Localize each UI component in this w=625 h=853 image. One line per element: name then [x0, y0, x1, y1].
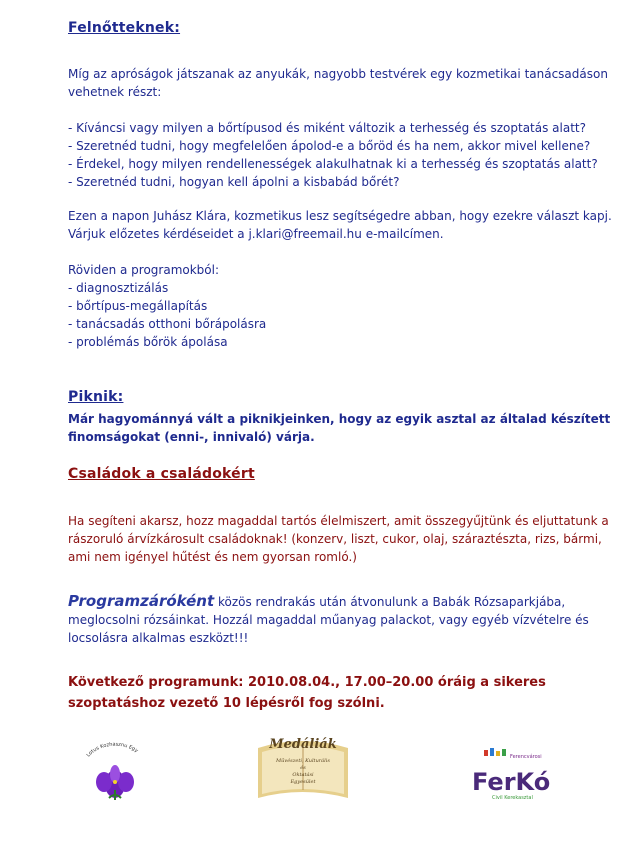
lotus-iris-icon — [76, 738, 154, 804]
svg-text:Lotus Kozhasznu Egy: Lotus Kozhasznu Egy — [85, 741, 140, 759]
closing-program-rest: közös rendrakás után átvonulunk a Babák Rózsaparkjába, — [214, 595, 566, 609]
svg-text:Medáliák: Medáliák — [269, 737, 337, 752]
ferko-icon — [470, 746, 560, 802]
svg-text:Egyesület: Egyesület — [290, 779, 316, 785]
list-item: - Kíváncsi vagy milyen a bőrtípusod és miként változik a terhesség és szoptatás alatt? — [68, 121, 586, 135]
list-item: - Érdekel, hogy milyen rendellenességek alakulhatnak ki a terhesség és szoptatás alatt? — [68, 157, 598, 171]
text-line: meglocsolni rózsáinkat. Hozzál magaddal műanyag palackot, vagy egyéb vízvételre és — [68, 613, 589, 627]
medaliak-book-icon — [252, 728, 354, 806]
text-line: ami nem igényel hűtést és nem gyorsan romló.) — [68, 550, 357, 564]
list-item: - tanácsadás otthoni bőrápolásra — [68, 317, 267, 331]
picnic-text — [68, 410, 613, 446]
next-program — [68, 672, 613, 714]
list-item: - Szeretnéd tudni, hogy megfelelően ápolod-e a bőröd és ha nem, akkor mivel kellene? — [68, 139, 591, 153]
closing-program — [68, 592, 613, 647]
lotus-logo — [76, 738, 154, 804]
text-line: rászoruló árvízkárosult családoknak! (konzerv, liszt, cukor, olaj, száraztészta, rizs, bármi, — [68, 532, 602, 546]
text-line: vehetnek részt: — [68, 85, 162, 99]
svg-text:Civil Kerekasztal: Civil Kerekasztal — [492, 795, 533, 801]
adults-program-list — [68, 261, 613, 351]
adults-questions — [68, 119, 613, 191]
program-list-title: Röviden a programokból: — [68, 263, 220, 277]
list-item: - problémás bőrök ápolása — [68, 335, 228, 349]
list-item: - bőrtípus-megállapítás — [68, 299, 208, 313]
svg-text:Oktatási: Oktatási — [292, 772, 314, 778]
text-line: Várjuk előzetes kérdéseidet a j.klari@freemail.hu e-mailcímen. — [68, 227, 444, 241]
svg-text:és: és — [300, 765, 306, 771]
text-line: locsolásra alkalmas eszközt!!! — [68, 631, 249, 645]
adults-host-info — [68, 207, 613, 243]
text-line: szoptatáshoz vezető 10 lépésről fog szólni. — [68, 696, 385, 711]
picnic-heading: Piknik: — [68, 389, 124, 405]
text-line — [68, 592, 613, 611]
text-line: Míg az apróságok játszanak az anyukák, nagyobb testvérek egy kozmetikai tanácsadáson — [68, 67, 608, 81]
svg-text:FerKó: FerKó — [472, 768, 551, 796]
list-item: - diagnosztizálás — [68, 281, 169, 295]
text-line: Következő programunk: 2010.08.04., 17.00–20.00 óráig a sikeres — [68, 675, 546, 690]
list-item: - Szeretnéd tudni, hogyan kell ápolni a kisbabád bőrét? — [68, 175, 400, 189]
ferko-logo — [470, 746, 560, 802]
text-line: finomságokat (enni-, innivaló) várja. — [68, 430, 315, 444]
svg-text:Ferencvárosi: Ferencvárosi — [510, 754, 542, 760]
text-line: Ha segíteni akarsz, hozz magaddal tartós élelmiszert, amit összegyűjtünk és eljuttatunk a — [68, 514, 609, 528]
families-heading: Családok a családokért — [68, 466, 255, 482]
medaliak-logo — [252, 728, 354, 806]
svg-text:Művészeti, Kulturális: Művészeti, Kulturális — [276, 758, 330, 764]
text-line: Ezen a napon Juhász Klára, kozmetikus lesz segítségedre abban, hogy ezekre választ kapj. — [68, 209, 612, 223]
adults-heading: Felnőtteknek: — [68, 20, 181, 36]
families-text — [68, 512, 613, 566]
adults-intro — [68, 65, 613, 101]
closing-program-lead: Programzáróként — [68, 592, 215, 610]
text-line: Már hagyománnyá vált a piknikjeinken, hogy az egyik asztal az általad készített — [68, 412, 611, 426]
